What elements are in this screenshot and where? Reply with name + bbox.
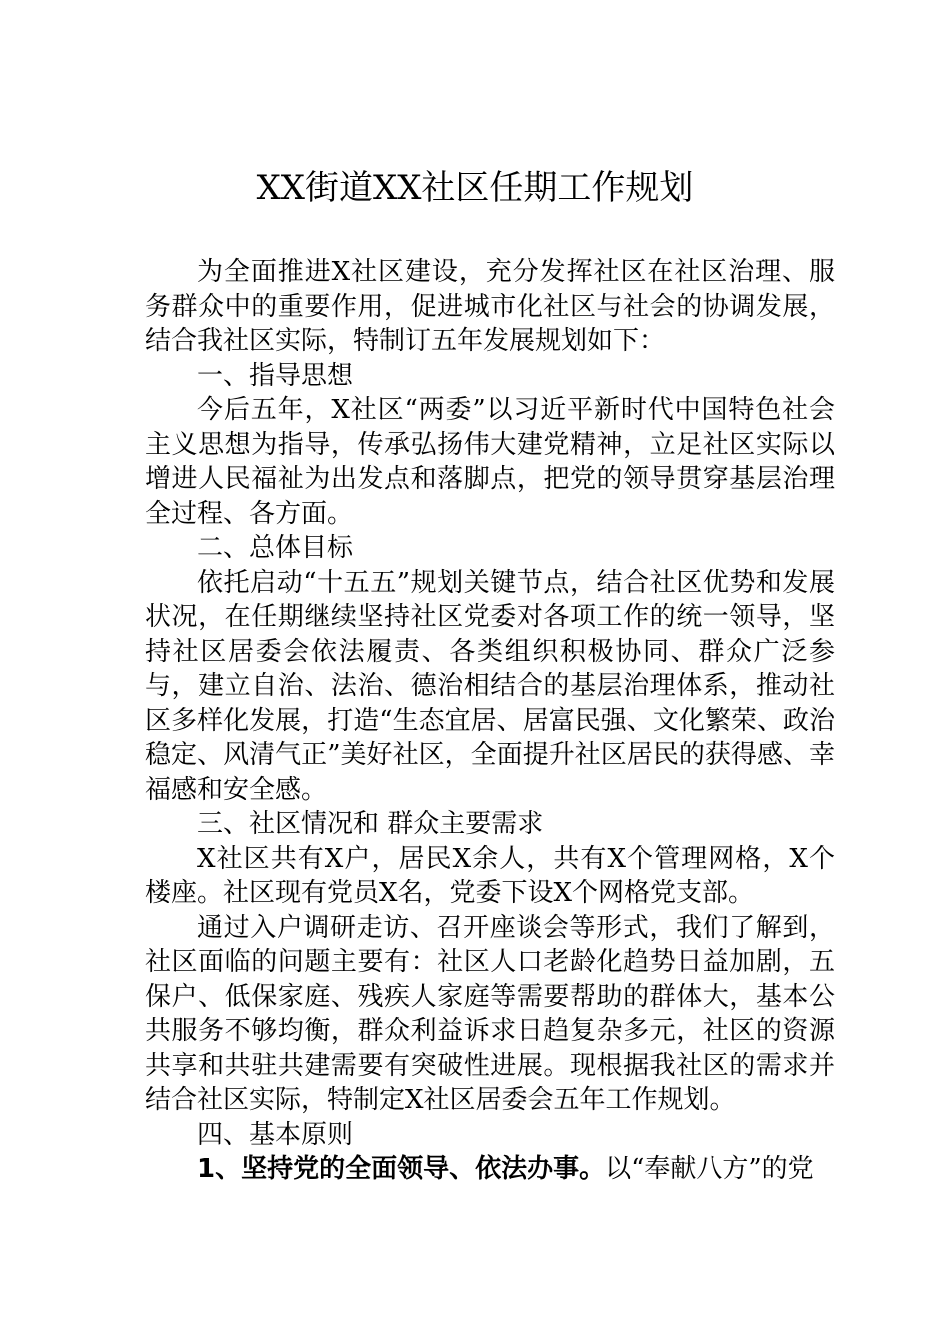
section-heading-guiding-ideology: 一、指导思想 <box>197 360 354 391</box>
principle-lead: 1、坚持党的全面领导、依法办事。 <box>197 1154 606 1184</box>
section-heading-community-needs: 三、社区情况和 群众主要需求 <box>197 809 544 839</box>
document-title: XX街道XX社区任期工作规划 <box>256 168 694 208</box>
section-paragraph: X社区共有X户，居民X余人，共有X个管理网格，X个楼座。社区现有党员X名，党委下设X个网格党支部。 <box>145 843 835 908</box>
section-heading-overall-goals: 二、总体目标 <box>197 533 354 563</box>
section-heading-basic-principles: 四、基本原则 <box>197 1119 354 1150</box>
document-body <box>145 255 835 1187</box>
section-paragraph: 今后五年，X社区“两委”以习近平新时代中国特色社会主义思想为指导，传承弘扬伟大建党精神，立足社区实际以增进人民福祉为出发点和落脚点，把党的领导贯穿基层治理全过程、各方面。 <box>145 395 835 529</box>
intro-paragraph: 为全面推进X社区建设，充分发挥社区在社区治理、服务群众中的重要作用，促进城市化社区与社会的协调发展，结合我社区实际，特制订五年发展规划如下： <box>145 257 835 356</box>
section-paragraph: 通过入户调研走访、召开座谈会等形式，我们了解到，社区面临的问题主要有：社区人口老龄化趋势日益加剧，五保户、低保家庭、残疾人家庭等需要帮助的群体大，基本公共服务不够均衡，群众利益诉求日趋复杂多元，社区的资源共享和共驻共建需要有突破性进展。现根据我社区的需求并结合社区实际，特制定X社区居委会五年工作规划。 <box>145 912 835 1115</box>
section-paragraph: 依托启动“十五五”规划关键节点，结合社区优势和发展状况，在任期继续坚持社区党委对各项工作的统一领导，坚持社区居委会依法履责、各类组织积极协同、群众广泛参与，建立自治、法治、德治相结合的基层治理体系，推动社区多样化发展，打造“生态宜居、居富民强、文化繁荣、政治稳定、风清气正”美好社区，全面提升社区居民的获得感、幸福感和安全感。 <box>145 567 835 805</box>
principle-paragraph <box>145 1152 835 1187</box>
principle-text: 以“奉献八方”的党 <box>605 1154 814 1184</box>
